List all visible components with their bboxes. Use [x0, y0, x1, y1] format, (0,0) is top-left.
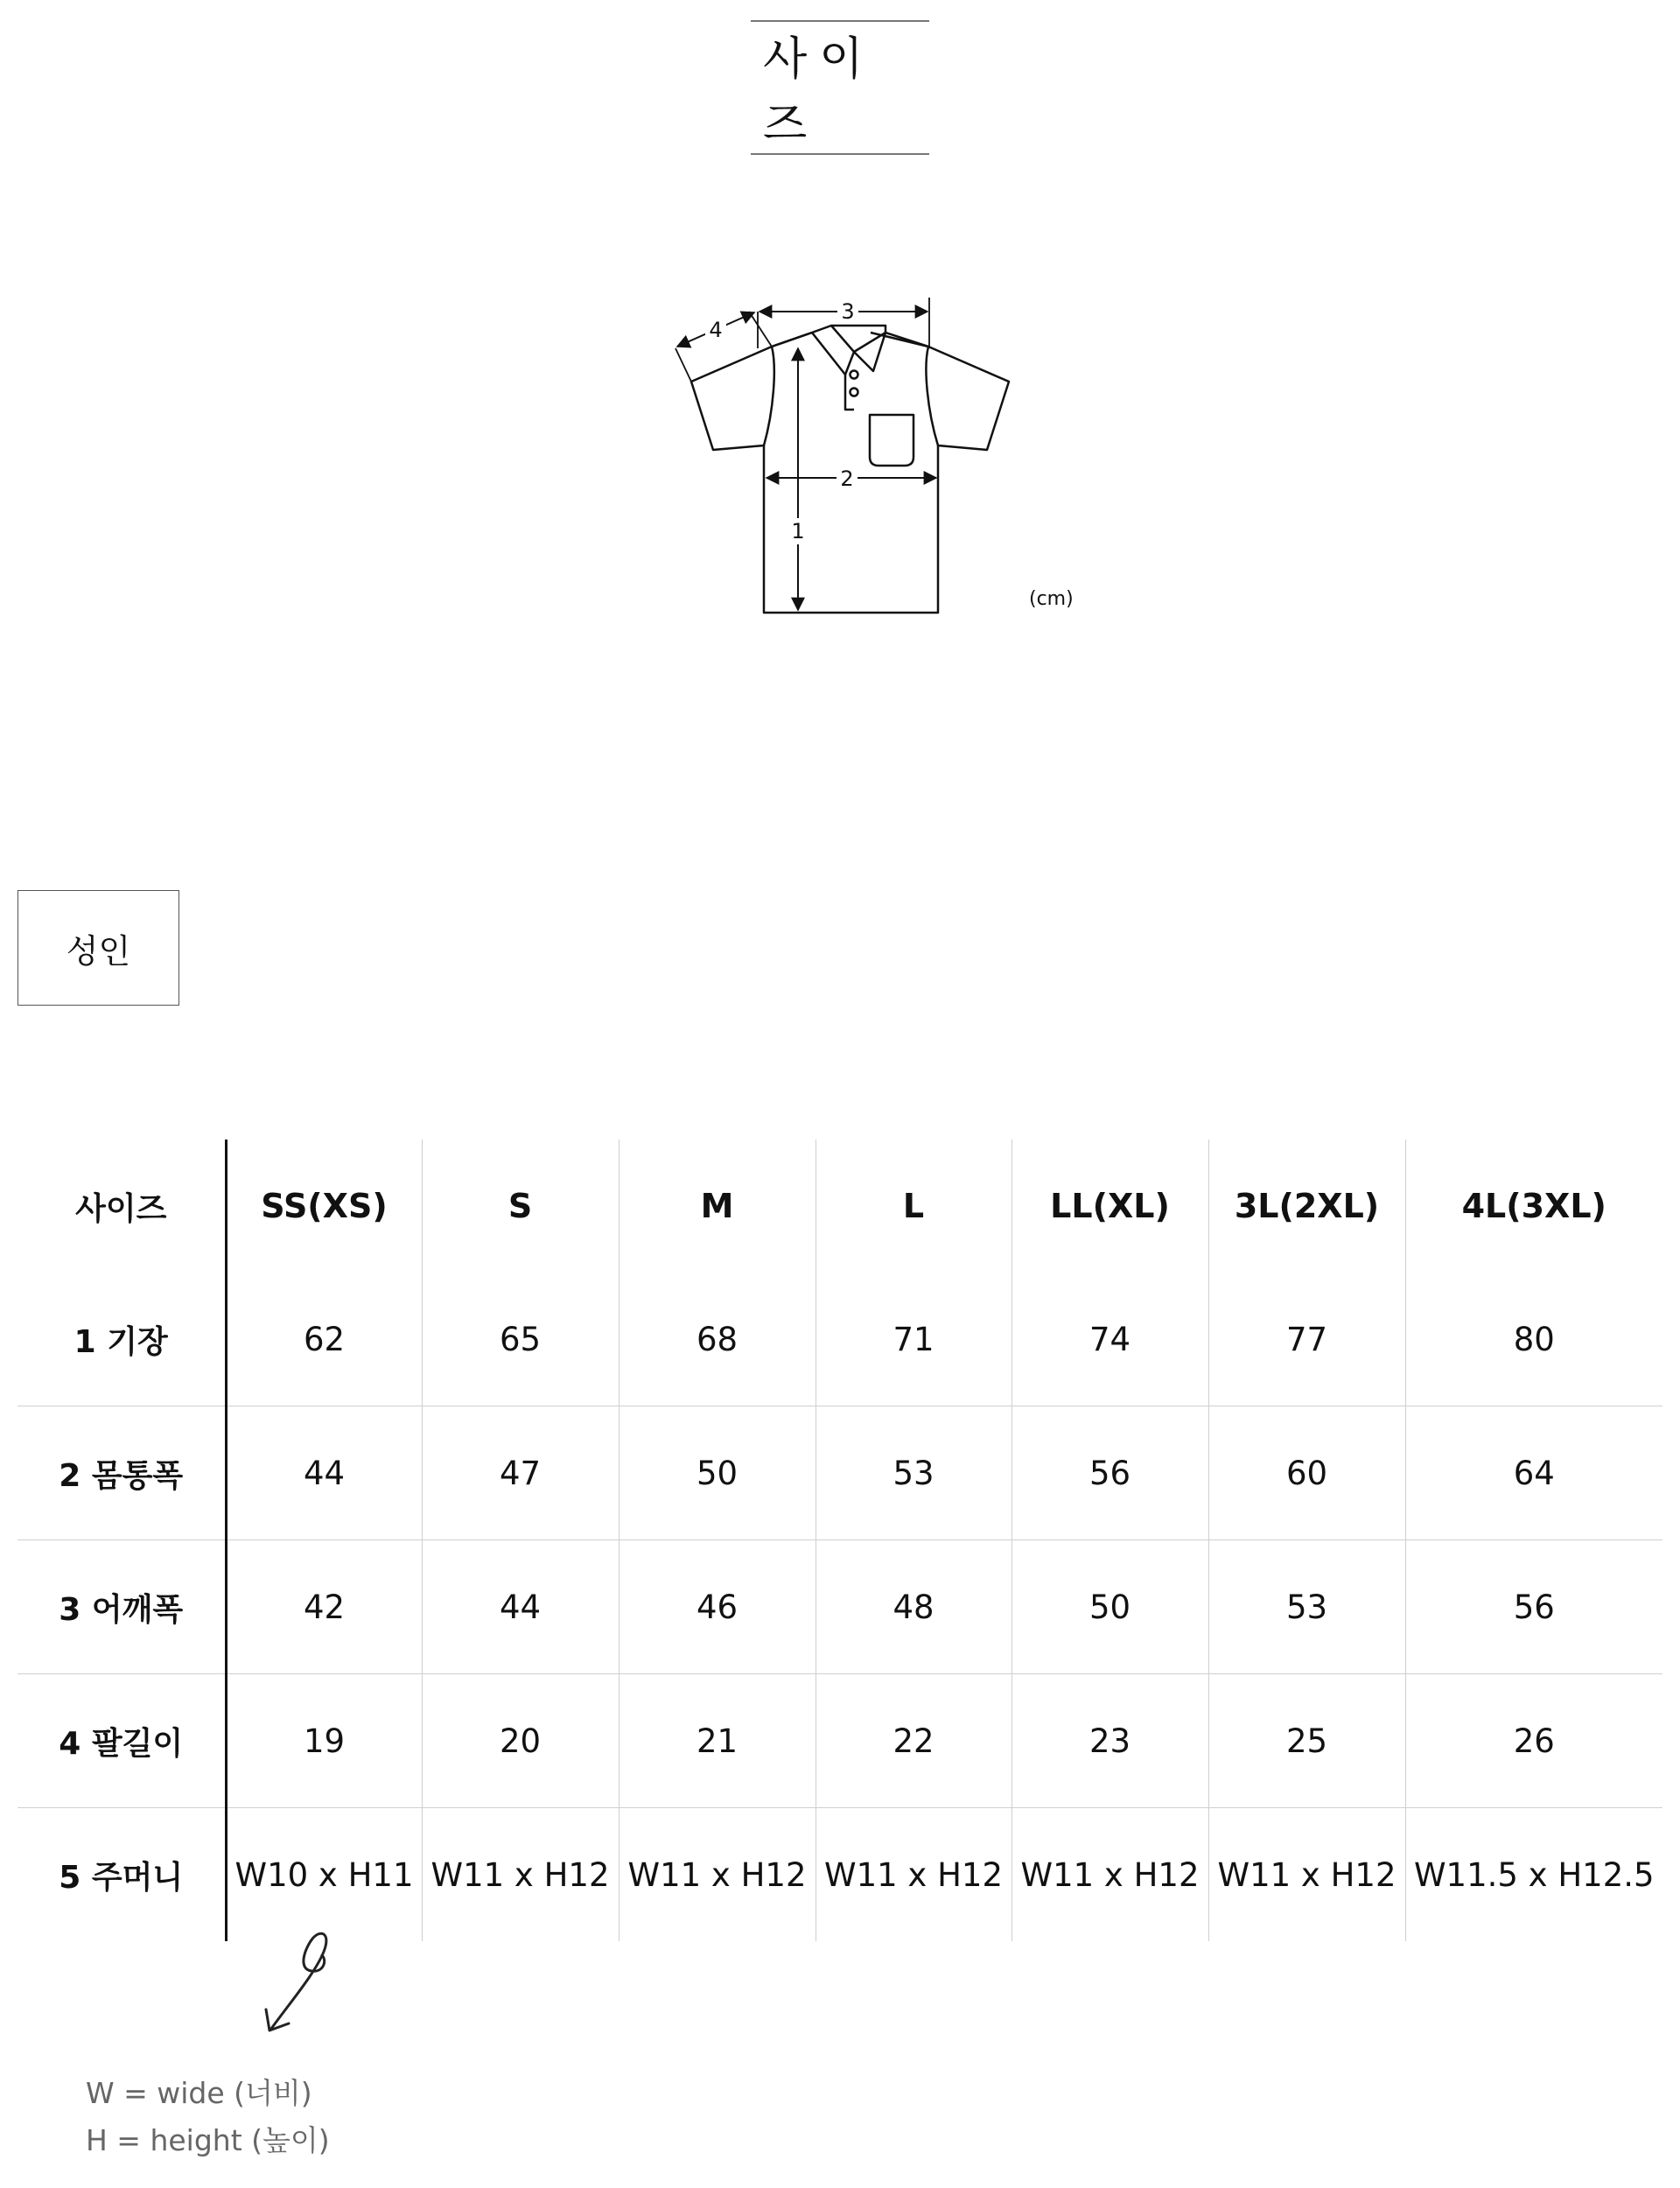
- category-tab-adult[interactable]: 성인: [18, 890, 179, 1006]
- table-cell: 21: [619, 1674, 816, 1808]
- table-cell: 74: [1012, 1273, 1208, 1406]
- size-table: [18, 1140, 1662, 1941]
- row-label: 4 팔길이: [18, 1674, 226, 1808]
- table-cell: 80: [1405, 1273, 1662, 1406]
- table-cell: 48: [816, 1540, 1012, 1674]
- row-label: 3 어깨폭: [18, 1540, 226, 1674]
- table-cell: 47: [422, 1406, 619, 1540]
- measure-label-1: 1: [791, 519, 805, 543]
- table-corner: 사이즈: [18, 1140, 226, 1273]
- table-row: [18, 1273, 1662, 1406]
- table-cell: 65: [422, 1273, 619, 1406]
- table-cell: 56: [1405, 1540, 1662, 1674]
- table-cell: W11 x H12: [1012, 1808, 1208, 1942]
- legend-width: W = wide (너비): [86, 2076, 312, 2110]
- table-cell: 44: [422, 1540, 619, 1674]
- table-cell: 62: [226, 1273, 422, 1406]
- measure-label-3: 3: [841, 299, 855, 324]
- size-header: L: [816, 1140, 1012, 1273]
- size-header: 4L(3XL): [1461, 1187, 1606, 1225]
- unit-label: (cm): [1029, 588, 1074, 610]
- table-cell: 60: [1208, 1406, 1405, 1540]
- table-cell: 71: [816, 1273, 1012, 1406]
- size-header: S: [422, 1140, 619, 1273]
- table-row: [18, 1808, 1662, 1942]
- table-cell: 64: [1405, 1406, 1662, 1540]
- table-cell: 20: [422, 1674, 619, 1808]
- size-header: SS(XS): [226, 1140, 422, 1273]
- table-cell: 77: [1208, 1273, 1405, 1406]
- legend-height: H = height (높이): [86, 2123, 330, 2157]
- table-row: [18, 1674, 1662, 1808]
- size-header: LL(XL): [1012, 1140, 1208, 1273]
- row-label: 2 몸통폭: [18, 1406, 226, 1540]
- table-cell: 23: [1012, 1674, 1208, 1808]
- row-label: 1 기장: [18, 1273, 226, 1406]
- table-cell: 53: [816, 1406, 1012, 1540]
- row-label: 5 주머니: [18, 1808, 226, 1942]
- table-cell: W10 x H11: [226, 1808, 422, 1942]
- table-cell: 53: [1208, 1540, 1405, 1674]
- table-cell: 50: [1012, 1540, 1208, 1674]
- table-cell: W11.5 x H12.5: [1413, 1855, 1655, 1894]
- table-row: [18, 1540, 1662, 1674]
- table-cell: W11 x H12: [422, 1808, 619, 1942]
- table-cell: 25: [1208, 1674, 1405, 1808]
- table-cell: 19: [226, 1674, 422, 1808]
- table-row: [18, 1406, 1662, 1540]
- table-cell: 44: [226, 1406, 422, 1540]
- shirt-measurement-diagram: [0, 0, 1680, 665]
- size-header: M: [619, 1140, 816, 1273]
- legend: [86, 2070, 330, 2164]
- measure-label-2: 2: [840, 466, 854, 491]
- table-header-row: [18, 1140, 1662, 1273]
- table-cell: W11 x H12: [816, 1808, 1012, 1942]
- table-cell: W11 x H12: [1208, 1808, 1405, 1942]
- size-header: 3L(2XL): [1208, 1140, 1405, 1273]
- table-cell: W11 x H12: [619, 1808, 816, 1942]
- table-cell: 56: [1012, 1406, 1208, 1540]
- table-cell: 46: [619, 1540, 816, 1674]
- table-cell: 42: [226, 1540, 422, 1674]
- page-title: 사이즈: [763, 33, 876, 151]
- table-cell: 68: [619, 1273, 816, 1406]
- table-cell: 22: [816, 1674, 1012, 1808]
- hand-drawn-arrow-icon: [254, 1925, 359, 2039]
- measure-label-4: 4: [709, 318, 723, 342]
- table-cell: 26: [1405, 1674, 1662, 1808]
- table-cell: 50: [619, 1406, 816, 1540]
